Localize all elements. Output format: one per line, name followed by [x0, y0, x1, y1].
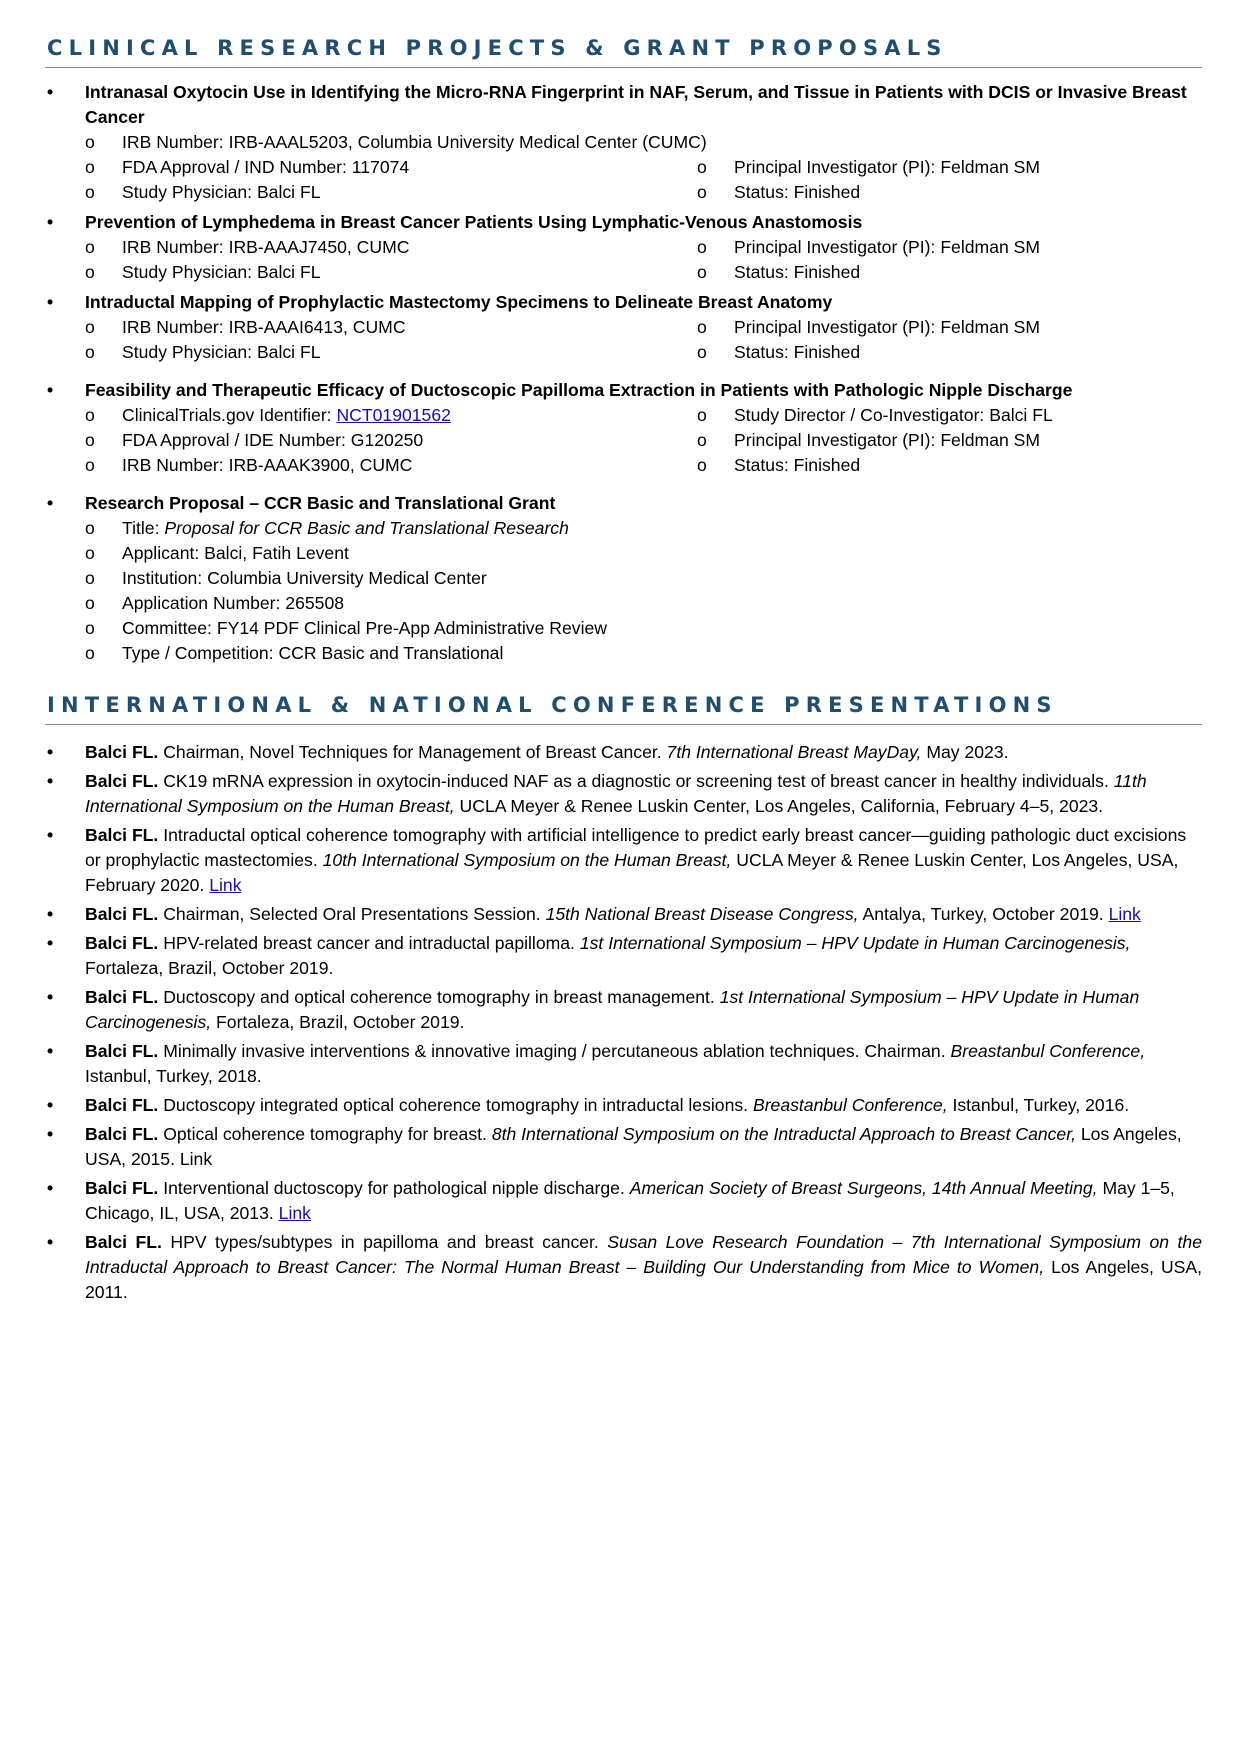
presentation-venue: 8th International Symposium on the Intraductal Approach to Breast Cancer,	[491, 1124, 1076, 1145]
presentation-text: HPV-related breast cancer and intraductal papilloma.	[158, 933, 580, 954]
presentation-details: Los Angeles, USA, 2011.	[85, 1257, 1203, 1303]
presentation-venue: 10th International Symposium on the Human Breast,	[322, 850, 732, 871]
project-list	[45, 80, 1202, 666]
project-detail: o Study Director / Co-Investigator: Balci FL	[697, 403, 1240, 428]
project-detail: o Status: Finished	[697, 453, 1240, 478]
proposal-title-label: Title:	[122, 518, 165, 539]
author-name: Balci FL.	[85, 771, 159, 792]
presentation-item	[45, 823, 1202, 898]
project-detail	[85, 403, 697, 428]
presentation-link[interactable]: Link	[1108, 904, 1141, 925]
project-detail: o Committee: FY14 PDF Clinical Pre-App Administrative Review	[85, 616, 1202, 641]
presentation-item	[45, 1122, 1202, 1172]
project-item	[45, 210, 1202, 285]
presentation-text: Interventional ductoscopy for pathological nipple discharge.	[158, 1178, 630, 1199]
project-detail: o Application Number: 265508	[85, 591, 1202, 616]
project-item	[45, 290, 1202, 365]
project-detail: o Principal Investigator (PI): Feldman SM	[697, 428, 1240, 453]
presentation-details: Antalya, Turkey, October 2019.	[858, 904, 1109, 925]
project-detail: o Type / Competition: CCR Basic and Translational	[85, 641, 1202, 666]
presentation-venue: Susan Love Research Foundation – 7th International Symposium on the Intraductal Approach to Breast Cancer: The Normal Human Breast – Building Our Understanding from Mice to Women,	[85, 1232, 1202, 1278]
presentation-item	[45, 1039, 1202, 1089]
clinicaltrials-link[interactable]: NCT01901562	[336, 405, 451, 426]
project-title: • Prevention of Lymphedema in Breast Cancer Patients Using Lymphatic-Venous Anastomosis	[85, 212, 863, 233]
author-name: Balci FL.	[85, 1095, 159, 1116]
author-name: Balci FL.	[85, 1232, 162, 1253]
presentation-venue: American Society of Breast Surgeons, 14th Annual Meeting,	[629, 1178, 1098, 1199]
presentation-text: HPV types/subtypes in papilloma and breast cancer.	[161, 1232, 608, 1253]
author-name: Balci FL.	[85, 1124, 159, 1145]
project-detail: o Status: Finished	[697, 340, 1240, 365]
presentation-item	[45, 902, 1202, 927]
author-name: Balci FL.	[85, 825, 159, 846]
project-title: • Intranasal Oxytocin Use in Identifying the Micro-RNA Fingerprint in NAF, Serum, and Tissue in Patients with DCIS or Invasive Breast Cancer	[85, 82, 1187, 128]
author-name: Balci FL.	[85, 1041, 159, 1062]
presentation-details: UCLA Meyer & Renee Luskin Center, Los Angeles, California, February 4–5, 2023.	[454, 796, 1104, 817]
presentation-text: Chairman, Selected Oral Presentations Session.	[158, 904, 546, 925]
section-title-conference-presentations: INTERNATIONAL & NATIONAL CONFERENCE PRESENTATIONS	[45, 692, 1202, 725]
presentation-venue: Breastanbul Conference,	[950, 1041, 1146, 1062]
presentation-text: Chairman, Novel Techniques for Management of Breast Cancer.	[158, 742, 667, 763]
presentation-details: UCLA Meyer & Renee Luskin Center, Los Angeles, USA, February 2020.	[85, 850, 1179, 896]
project-detail: o FDA Approval / IND Number: 117074	[85, 155, 697, 180]
presentation-item	[45, 1230, 1202, 1305]
project-detail: o Study Physician: Balci FL	[85, 260, 697, 285]
project-item	[45, 378, 1202, 478]
project-detail: o FDA Approval / IDE Number: G120250	[85, 428, 697, 453]
project-item	[45, 491, 1202, 666]
clinical-research-section	[45, 35, 1202, 666]
project-detail	[85, 516, 1202, 541]
presentation-details: Fortaleza, Brazil, October 2019.	[211, 1012, 465, 1033]
section-title-clinical-research: CLINICAL RESEARCH PROJECTS & GRANT PROPOSALS	[45, 35, 1202, 68]
project-detail: o Principal Investigator (PI): Feldman SM	[697, 155, 1240, 180]
project-detail: o Institution: Columbia University Medical Center	[85, 566, 1202, 591]
project-title: • Research Proposal – CCR Basic and Translational Grant	[85, 493, 556, 514]
project-detail: o Study Physician: Balci FL	[85, 180, 697, 205]
project-detail: o Status: Finished	[697, 180, 1240, 205]
presentation-venue: 11th International Symposium on the Human Breast,	[85, 771, 1147, 817]
presentation-text: Ductoscopy and optical coherence tomography in breast management.	[158, 987, 720, 1008]
presentation-text: Minimally invasive interventions & innovative imaging / percutaneous ablation techniques. Chairman.	[158, 1041, 951, 1062]
presentation-item	[45, 769, 1202, 819]
author-name: Balci FL.	[85, 904, 159, 925]
presentation-item	[45, 1093, 1202, 1118]
presentation-text: Ductoscopy integrated optical coherence tomography in intraductal lesions.	[158, 1095, 753, 1116]
presentation-venue: 15th National Breast Disease Congress,	[545, 904, 859, 925]
project-detail: o Study Physician: Balci FL	[85, 340, 697, 365]
presentation-venue: Breastanbul Conference,	[752, 1095, 948, 1116]
project-detail: o Applicant: Balci, Fatih Levent	[85, 541, 1202, 566]
presentation-item	[45, 985, 1202, 1035]
project-item	[45, 80, 1202, 205]
presentation-details: Istanbul, Turkey, 2016.	[947, 1095, 1130, 1116]
presentation-venue: 1st International Symposium – HPV Update in Human Carcinogenesis,	[85, 987, 1140, 1033]
conference-presentations-section	[45, 692, 1202, 1309]
presentation-details: May 1–5, Chicago, IL, USA, 2013.	[85, 1178, 1175, 1224]
project-detail: o IRB Number: IRB-AAAL5203, Columbia University Medical Center (CUMC)	[85, 130, 1202, 155]
presentation-text: Intraductal optical coherence tomography with artificial intelligence to predict early breast cancer—guiding pathologic duct excisions or prophylactic mastectomies.	[85, 825, 1187, 871]
project-detail: o Principal Investigator (PI): Feldman SM	[697, 235, 1240, 260]
project-detail: o IRB Number: IRB-AAAK3900, CUMC	[85, 453, 697, 478]
presentation-venue: 1st International Symposium – HPV Update in Human Carcinogenesis,	[579, 933, 1131, 954]
presentation-venue: 7th International Breast MayDay,	[666, 742, 922, 763]
project-detail: o IRB Number: IRB-AAAI6413, CUMC	[85, 315, 697, 340]
presentation-item	[45, 740, 1202, 765]
presentation-text: CK19 mRNA expression in oxytocin-induced NAF as a diagnostic or screening test of breast cancer in healthy individuals.	[158, 771, 1114, 792]
presentation-text: Optical coherence tomography for breast.	[158, 1124, 492, 1145]
author-name: Balci FL.	[85, 987, 159, 1008]
project-detail: o Status: Finished	[697, 260, 1240, 285]
project-title: • Feasibility and Therapeutic Efficacy of Ductoscopic Papilloma Extraction in Patients with Pathologic Nipple Discharge	[85, 380, 1073, 401]
proposal-title-value: Proposal for CCR Basic and Translational Research	[164, 518, 569, 539]
clinicaltrials-label: ClinicalTrials.gov Identifier:	[122, 405, 337, 426]
presentation-details: Fortaleza, Brazil, October 2019.	[85, 958, 334, 979]
author-name: Balci FL.	[85, 1178, 159, 1199]
presentation-details: May 2023.	[921, 742, 1009, 763]
project-detail: o IRB Number: IRB-AAAJ7450, CUMC	[85, 235, 697, 260]
presentation-link[interactable]: Link	[278, 1203, 311, 1224]
project-title: • Intraductal Mapping of Prophylactic Mastectomy Specimens to Delineate Breast Anatomy	[85, 292, 833, 313]
author-name: Balci FL.	[85, 742, 159, 763]
presentation-item	[45, 1176, 1202, 1226]
project-detail: o Principal Investigator (PI): Feldman SM	[697, 315, 1240, 340]
presentation-details: Istanbul, Turkey, 2018.	[85, 1066, 262, 1087]
presentation-item	[45, 931, 1202, 981]
presentation-link[interactable]: Link	[209, 875, 242, 896]
presentation-list	[45, 740, 1202, 1305]
presentation-details: Los Angeles, USA, 2015. Link	[85, 1124, 1182, 1170]
author-name: Balci FL.	[85, 933, 159, 954]
